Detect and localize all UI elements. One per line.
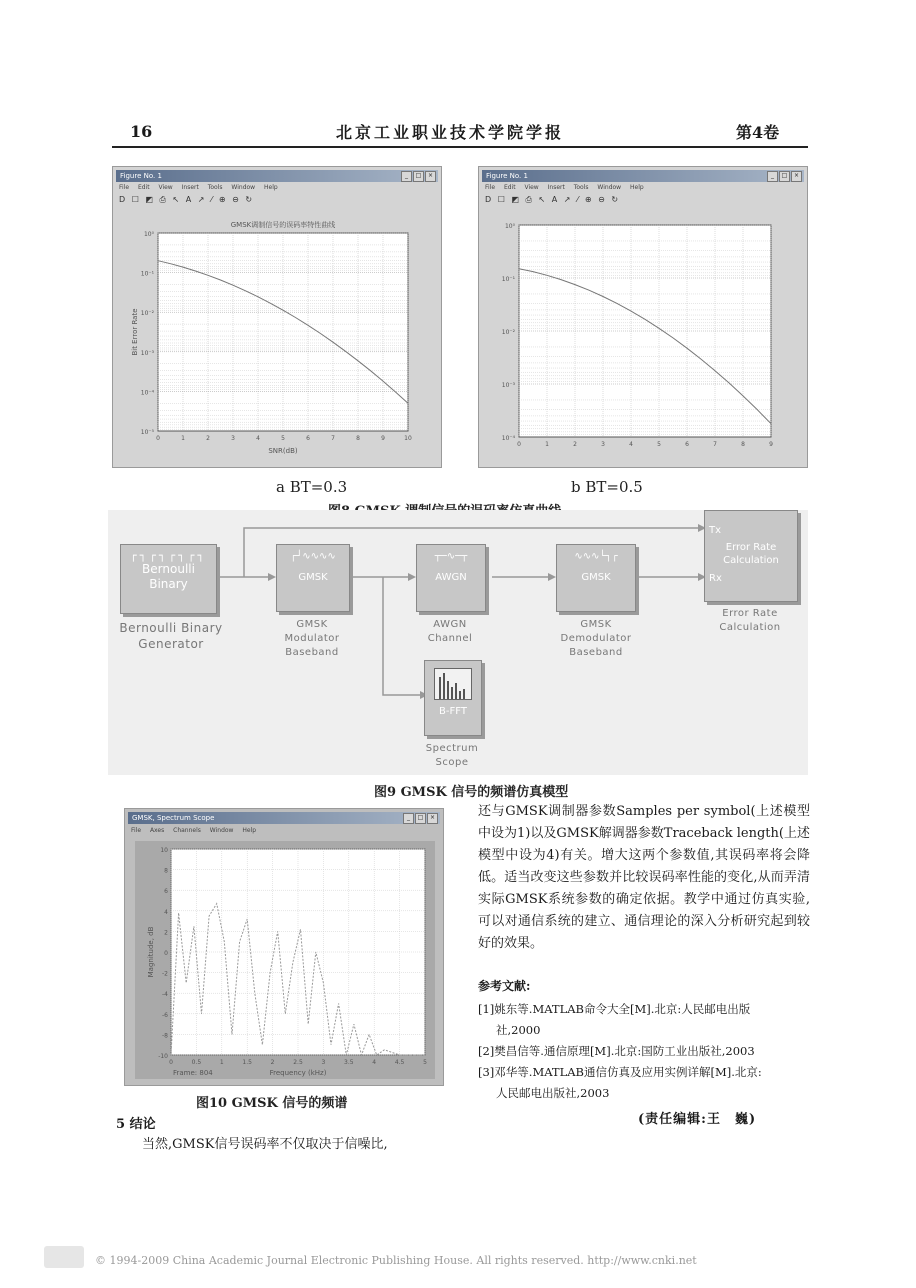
awgn-label: AWGN Channel — [427, 619, 473, 644]
x-tick-label: 2 — [573, 441, 577, 448]
spectrum-scope-label: Spectrum Scope — [425, 743, 479, 768]
gmsk-demodulator-block[interactable] — [556, 544, 636, 612]
copyright-footer: © 1994-2009 China Academic Journal Electronic Publishing House. All rights reserved. http://www.cnki.net — [95, 1254, 697, 1267]
x-tick-label: 3.5 — [344, 1059, 354, 1066]
x-tick-label: 5 — [281, 435, 285, 442]
x-tick-label: 7 — [331, 435, 335, 442]
x-tick-label: 3 — [321, 1059, 326, 1066]
y-axis-label: Magnitude, dB — [147, 926, 155, 978]
x-tick-label: 6 — [306, 435, 310, 442]
paragraph-text: 还与GMSK调制器参数Samples per symbol(上述模型中设为1)以及GMSK解调器参数Traceback length(上述模型中设为4)有关。增大这两个参数值,其误码率将会降低。适当改变这些参数并比较误码率性能的变化,从而弄清实际GMSK系统参数的确定依据。教学中通过仿真实验,可以对通信系统的建立、通信理论的深入分析研究起到较好的效果。 — [478, 804, 810, 951]
frame-label: Frame: 804 — [173, 1069, 213, 1077]
bernoulli-label: Bernoulli Binary Generator — [119, 621, 223, 651]
gmsk-modulator-label: GMSK Modulator Baseband — [284, 619, 340, 658]
x-tick-label: 4 — [256, 435, 260, 442]
block-text: AWGN — [435, 572, 467, 583]
section-title: 5 结论 — [116, 1117, 156, 1132]
x-tick-label: 2.5 — [293, 1059, 303, 1066]
y-tick-label: 10⁻⁴ — [501, 435, 515, 442]
bernoulli-binary-block[interactable] — [120, 544, 217, 614]
spectrum-scope-block[interactable] — [424, 660, 482, 736]
references-title: 参考文献: — [478, 979, 531, 993]
x-tick-label: 5 — [657, 441, 661, 448]
tx-port: Tx — [709, 525, 722, 536]
y-tick-label: 2 — [164, 929, 168, 937]
ber-plot-left — [113, 167, 441, 467]
window-title: GMSK, Spectrum Scope — [132, 814, 215, 822]
y-tick-label: 10 — [160, 847, 168, 854]
minimize-icon[interactable]: _ — [401, 171, 412, 182]
x-tick-label: 1 — [181, 435, 185, 442]
cnki-logo — [44, 1246, 84, 1268]
x-tick-label: 4 — [629, 441, 633, 448]
x-tick-label: 7 — [713, 441, 717, 448]
figure8-left-window — [112, 166, 442, 468]
x-tick-label: 10 — [404, 435, 412, 442]
x-axis-label: Frequency (kHz) — [269, 1069, 327, 1077]
x-tick-label: 5 — [423, 1059, 427, 1066]
square-wave-icon: ┌┐┌┐┌┐┌┐ — [130, 549, 207, 562]
x-tick-label: 8 — [741, 441, 745, 448]
page-number: 16 — [130, 122, 153, 141]
y-tick-label: 10⁻² — [140, 310, 154, 318]
close-icon[interactable]: × — [791, 171, 802, 182]
x-tick-label: 0 — [169, 1059, 173, 1066]
reference-line: [1]姚东等.MATLAB命令大全[M].北京:人民邮电出版 — [478, 1002, 751, 1016]
toolbar[interactable]: D ☐ ◩ ⎙ ↖ A ↗ ⁄ ⊕ ⊖ ↻ — [119, 195, 255, 204]
x-tick-label: 3 — [231, 435, 235, 442]
x-tick-label: 8 — [356, 435, 360, 442]
y-tick-label: -8 — [162, 1032, 168, 1040]
x-tick-label: 0.5 — [191, 1059, 202, 1066]
window-title: Figure No. 1 — [120, 172, 162, 180]
reference-line: [2]樊昌信等.通信原理[M].北京:国防工业出版社,2003 — [478, 1044, 755, 1058]
y-tick-label: 6 — [164, 888, 168, 896]
fig8-sub-left: a BT=0.3 — [276, 478, 348, 496]
menu-bar[interactable]: File Edit View Insert Tools Window Help — [485, 184, 644, 191]
y-tick-label: 8 — [164, 867, 168, 875]
spectrum-icon — [434, 668, 472, 700]
y-tick-label: 10⁻⁴ — [140, 389, 154, 397]
x-tick-label: 1 — [219, 1059, 224, 1066]
x-axis-label: SNR(dB) — [268, 447, 298, 455]
gmsk-demodulator-label: GMSK Demodulator Baseband — [560, 619, 632, 658]
ber-plot-right — [479, 167, 807, 467]
reference-line: [3]邓华等.MATLAB通信仿真及应用实例详解[M].北京: — [478, 1065, 762, 1079]
x-tick-labels — [156, 435, 412, 442]
block-text: Bernoulli Binary — [142, 562, 195, 591]
y-tick-label: -2 — [162, 970, 168, 978]
y-tick-labels — [141, 231, 155, 436]
y-tick-label: 10⁻³ — [140, 349, 154, 357]
block-text: GMSK — [581, 572, 611, 583]
block-text: B-FFT — [439, 706, 467, 717]
x-tick-label: 4.5 — [394, 1059, 405, 1066]
demodulation-wave-icon: ∿∿∿└┐┌ — [574, 551, 618, 562]
y-axis-label: Bit Error Rate — [131, 308, 139, 356]
x-tick-label: 6 — [685, 441, 689, 448]
y-tick-label: 10⁻⁵ — [140, 429, 154, 436]
rx-port: Rx — [709, 573, 722, 584]
x-tick-label: 0 — [517, 441, 521, 448]
maximize-icon[interactable]: □ — [779, 171, 790, 182]
y-tick-label: 0 — [164, 950, 168, 957]
spectrum-plot — [125, 809, 443, 1085]
error-rate-block[interactable] — [704, 510, 798, 602]
figure8-right-window — [478, 166, 808, 468]
x-tick-label: 9 — [381, 435, 385, 442]
window-title: Figure No. 1 — [486, 172, 528, 180]
menu-bar[interactable]: File Edit View Insert Tools Window Help — [119, 184, 278, 191]
maximize-icon[interactable]: □ — [415, 813, 426, 824]
y-tick-label: 10⁰ — [504, 223, 515, 230]
toolbar[interactable]: D ☐ ◩ ⎙ ↖ A ↗ ⁄ ⊕ ⊖ ↻ — [485, 195, 621, 204]
header-rule — [112, 146, 808, 148]
plot-title: GMSK调制信号的误码率特性曲线 — [230, 221, 336, 229]
x-tick-label: 1 — [545, 441, 549, 448]
noise-icon: ┬─∿─┬ — [434, 551, 468, 562]
y-tick-label: 4 — [164, 908, 168, 916]
y-tick-label: 10⁻¹ — [140, 270, 154, 278]
minimize-icon[interactable]: _ — [403, 813, 414, 824]
menu-bar[interactable]: File Axes Channels Window Help — [131, 827, 257, 834]
block-text: Error Rate Calculation — [723, 542, 779, 566]
x-tick-label: 3 — [601, 441, 605, 448]
x-tick-labels — [517, 441, 773, 448]
x-tick-label: 0 — [156, 435, 160, 442]
block-text: GMSK — [298, 572, 328, 583]
close-icon[interactable]: × — [427, 813, 438, 824]
journal-title: 北京工业职业技术学院学报 — [335, 123, 564, 142]
modulation-wave-icon: ┌┘∿∿∿∿ — [290, 551, 336, 562]
awgn-block[interactable] — [416, 544, 486, 612]
y-tick-labels — [502, 223, 516, 442]
fig10-caption: 图10 GMSK 信号的频谱 — [196, 1096, 348, 1111]
error-rate-label: Error Rate Calculation — [719, 608, 781, 633]
conclusion-text: 当然,GMSK信号误码率不仅取决于信噪比, — [142, 1137, 388, 1152]
y-tick-label: -10 — [158, 1053, 168, 1060]
x-tick-label: 1.5 — [242, 1059, 252, 1066]
close-icon[interactable]: × — [425, 171, 436, 182]
y-tick-label: -4 — [162, 991, 168, 999]
fig8-sub-right: b BT=0.5 — [571, 478, 643, 496]
body-paragraph — [478, 801, 810, 955]
fig9-caption: 图9 GMSK 信号的频谱仿真模型 — [374, 785, 569, 800]
gmsk-modulator-block[interactable] — [276, 544, 350, 612]
y-tick-label: 10⁰ — [143, 231, 154, 238]
y-tick-label: 10⁻³ — [501, 382, 515, 389]
y-tick-label: 10⁻² — [501, 329, 515, 336]
reference-line: 社,2000 — [496, 1023, 541, 1037]
volume-label: 第4卷 — [736, 123, 780, 142]
x-tick-label: 2 — [270, 1059, 275, 1066]
x-tick-label: 4 — [372, 1059, 377, 1066]
y-tick-label: 10⁻¹ — [501, 276, 515, 283]
figure10-spectrum-window — [124, 808, 444, 1086]
minimize-icon[interactable]: _ — [767, 171, 778, 182]
x-tick-label: 2 — [206, 435, 210, 442]
responsible-editor: (责任编辑:王 巍) — [638, 1112, 757, 1127]
x-tick-label: 9 — [769, 441, 773, 448]
reference-line: 人民邮电出版社,2003 — [496, 1086, 610, 1100]
maximize-icon[interactable]: □ — [413, 171, 424, 182]
y-tick-label: -6 — [162, 1011, 168, 1019]
